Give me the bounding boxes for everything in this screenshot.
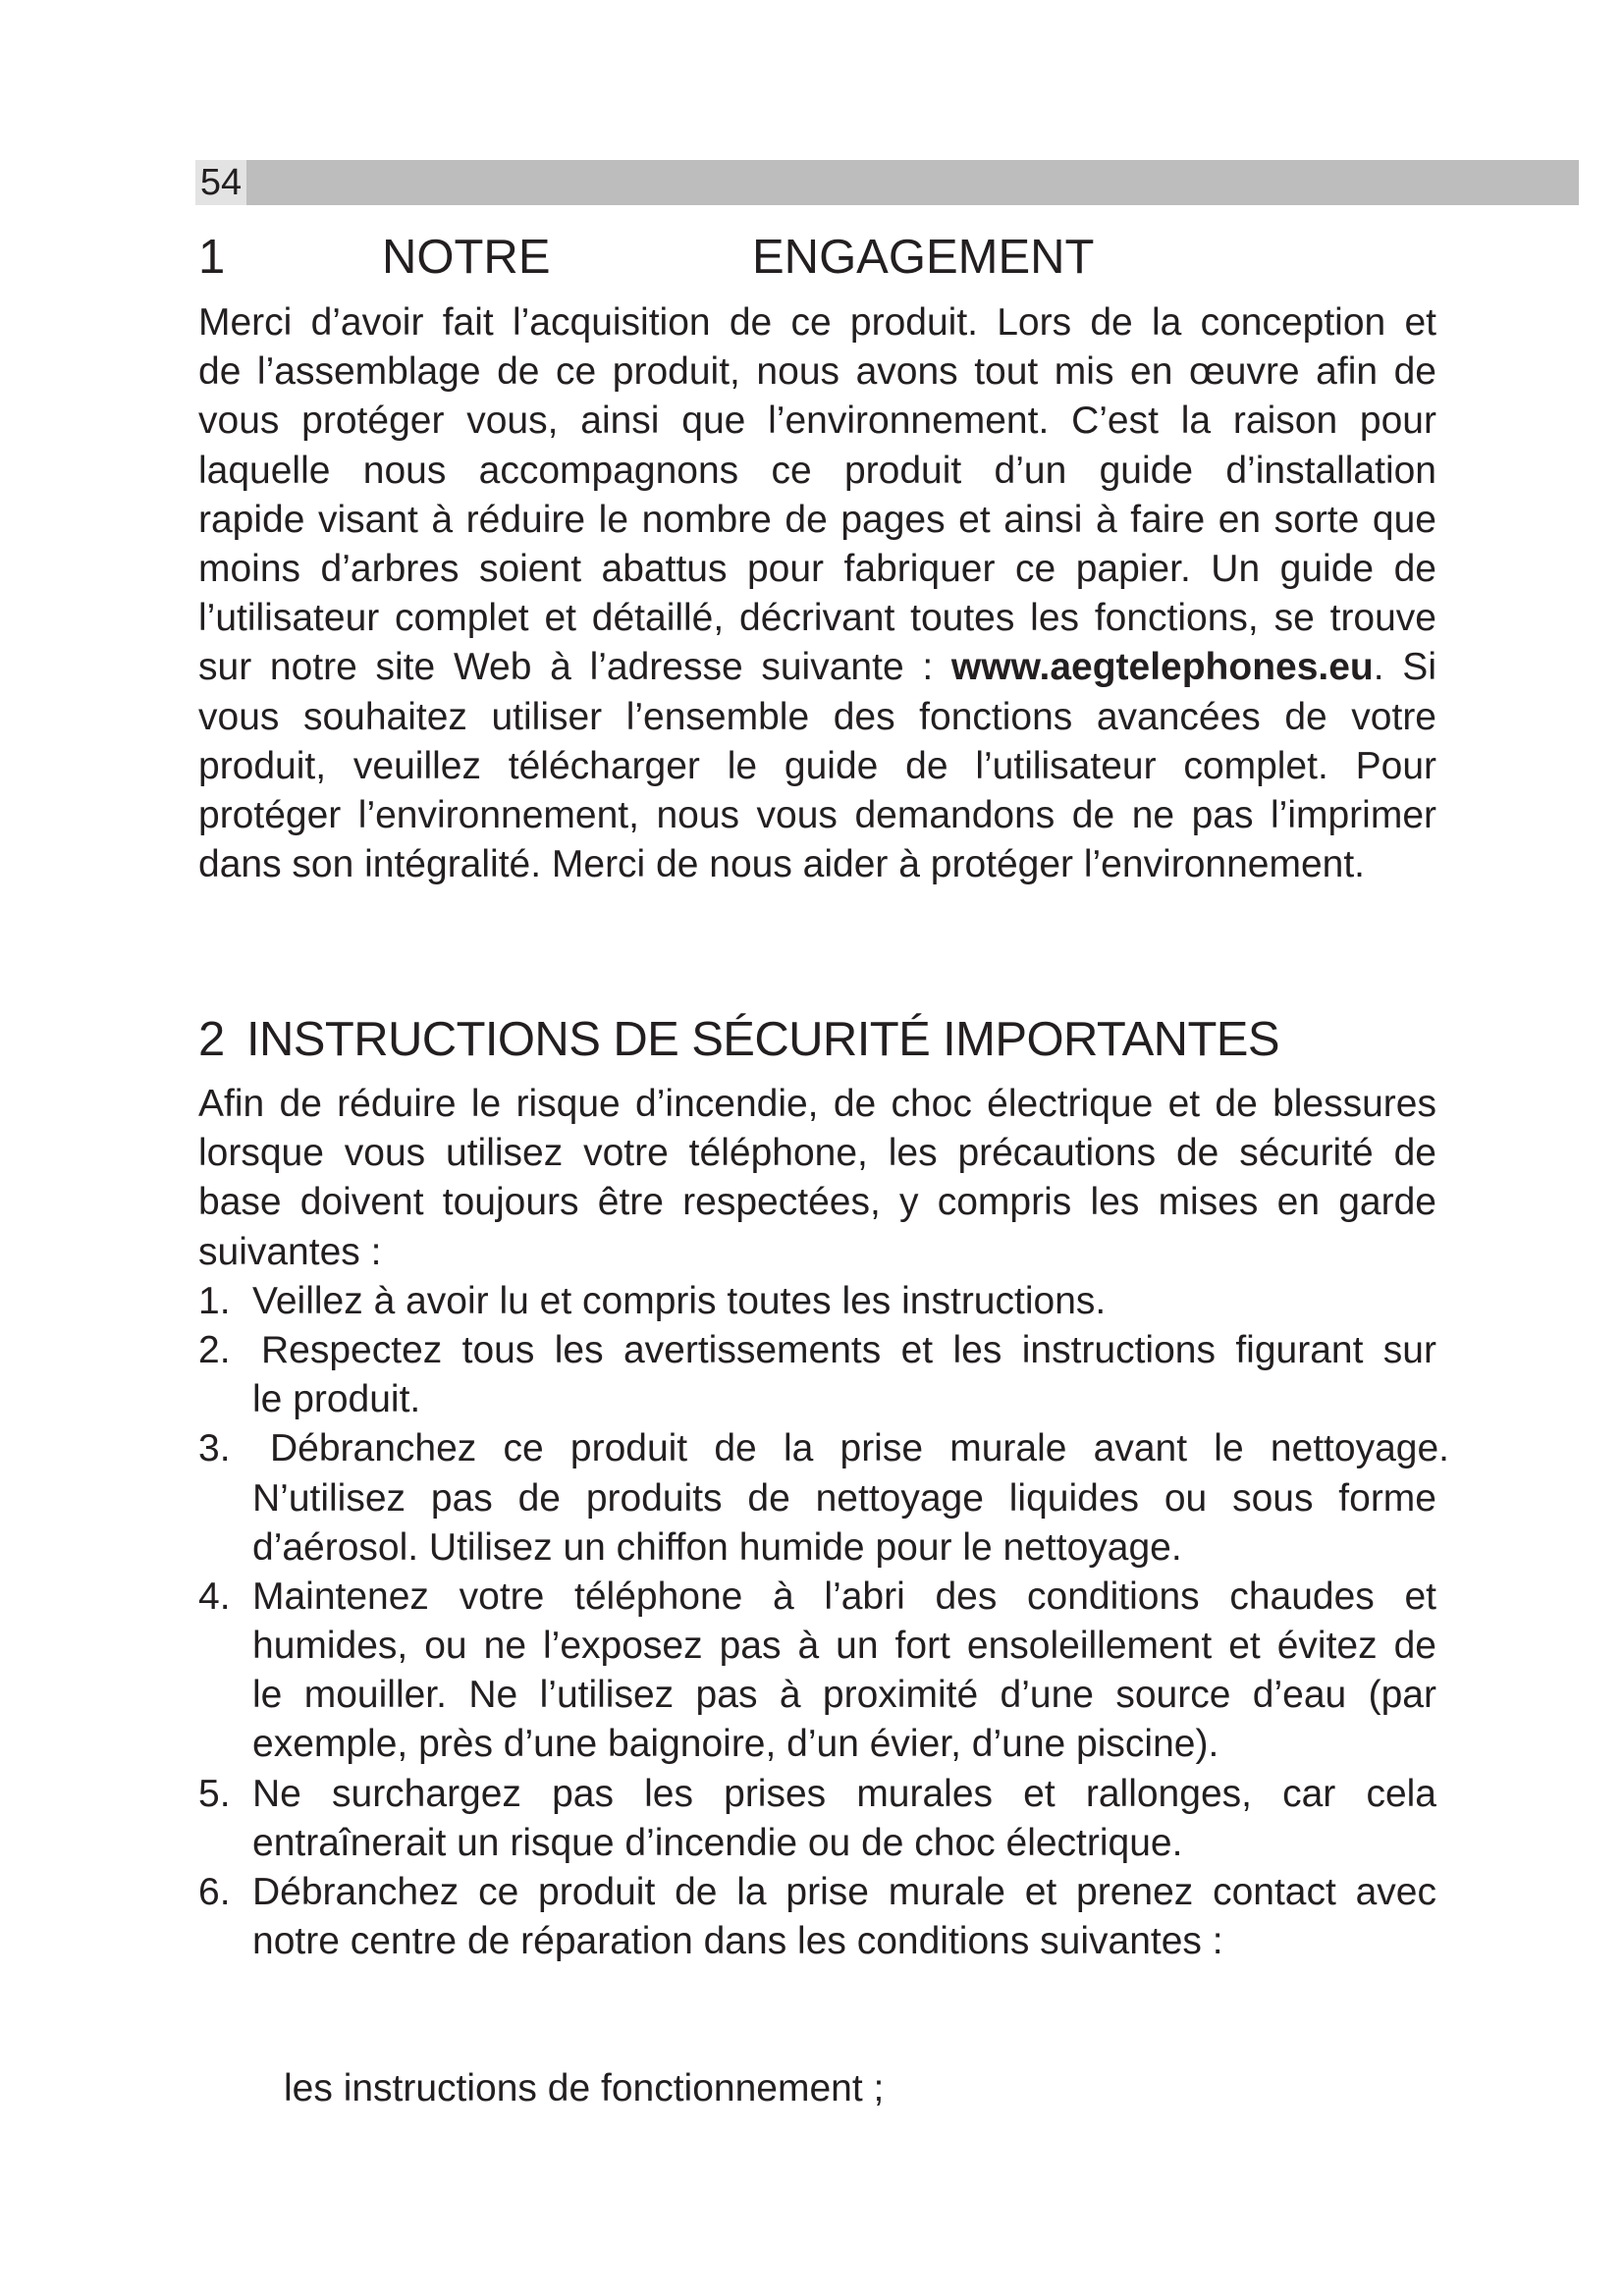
list-item-number: 5.: [198, 1772, 231, 1815]
paragraph-line: moins d’arbres soient abattus pour fabriquer ce papier. Un guide de: [198, 547, 1436, 590]
intro-line: Afin de réduire le risque d’incendie, de choc électrique et de blessures: [198, 1083, 1436, 1125]
list-item-number: 1.: [198, 1279, 231, 1322]
section-2-number: 2: [198, 1013, 226, 1066]
list-item-line: Débranchez ce produit de la prise murale et prenez contact avec: [252, 1871, 1436, 1913]
list-item-line: exemple, près d’une baignoire, d’un évier, d’une piscine).: [252, 1723, 1219, 1766]
section-2-heading: [0, 1010, 1624, 1069]
list-item-line: Maintenez votre téléphone à l’abri des conditions chaudes et: [252, 1575, 1436, 1618]
section-1-heading: [0, 228, 1624, 287]
list-item-line: humides, ou ne l’exposez pas à un fort ensoleillement et évitez de: [252, 1625, 1436, 1668]
paragraph-line: produit, veuillez télécharger le guide de l’utilisateur complet. Pour: [198, 744, 1436, 787]
header-bar: [246, 160, 1579, 205]
intro-line: lorsque vous utilisez votre téléphone, les précautions de sécurité de: [198, 1132, 1436, 1175]
paragraph-line: rapide visant à réduire le nombre de pages et ainsi à faire en sorte que: [198, 498, 1436, 541]
list-item-line: N’utilisez pas de produits de nettoyage liquides ou sous forme: [252, 1476, 1436, 1520]
list-item-line: notre centre de réparation dans les conditions suivantes :: [252, 1920, 1223, 1963]
list-item-number: 4.: [198, 1575, 231, 1618]
list-item-line: Ne surchargez pas les prises murales et rallonges, car cela: [252, 1772, 1436, 1815]
url-line-prefix: sur notre site Web à l’adresse suivante :: [198, 646, 951, 689]
list-item-number: 6.: [198, 1871, 231, 1913]
intro-line: base doivent toujours être respectées, y compris les mises en garde: [198, 1181, 1436, 1224]
list-item: [198, 1424, 1449, 1573]
list-item-text: [252, 1770, 1436, 1868]
list-item: [198, 1277, 1436, 1326]
paragraph-line: de l’assemblage de ce produit, nous avons tout mis en œuvre afin de: [198, 350, 1436, 394]
section-2-body: [198, 1080, 1449, 1966]
list-item: [198, 1326, 1436, 1424]
paragraph-line: vous protéger vous, ainsi que l’environnement. C’est la raison pour: [198, 400, 1436, 443]
paragraph-line: protéger l’environnement, nous vous demandons de ne pas l’imprimer: [198, 793, 1436, 836]
paragraph-line: dans son intégralité. Merci de nous aider à protéger l’environnement.: [198, 843, 1366, 886]
list-item: [198, 1770, 1436, 1868]
list-item-line: Respectez tous les avertissements et les instructions figurant sur: [261, 1328, 1436, 1371]
url-line-suffix: . Si: [1373, 646, 1436, 689]
list-item: [198, 1573, 1436, 1770]
intro-line: suivantes :: [198, 1230, 382, 1273]
list-item-text: [252, 1424, 1449, 1573]
section-1-paragraph: [198, 298, 1436, 889]
list-item-line: le mouiller. Ne l’utilisez pas à proximité d’une source d’eau (par: [252, 1674, 1436, 1717]
list-item: [198, 1868, 1436, 1966]
list-item-text: [252, 1573, 1436, 1770]
paragraph-line: Merci d’avoir fait l’acquisition de ce produit. Lors de la conception et: [198, 301, 1436, 344]
list-item-line: Débranchez ce produit de la prise murale avant le nettoyage.: [270, 1427, 1449, 1470]
list-item-text: [252, 1868, 1436, 1966]
paragraph-line: l’utilisateur complet et détaillé, décrivant toutes les fonctions, se trouve: [198, 597, 1436, 640]
list-item-text: [252, 1277, 1436, 1326]
list-item-line: entraînerait un risque d’incendie ou de choc électrique.: [252, 1821, 1183, 1864]
list-item-line: le produit.: [252, 1378, 421, 1421]
section-2-title: INSTRUCTIONS DE SÉCURITÉ IMPORTANTES: [246, 1013, 1279, 1066]
section-1-title-word: NOTRE: [382, 231, 551, 284]
list-item-text: [252, 1326, 1436, 1424]
paragraph-line: vous souhaitez utiliser l’ensemble des fonctions avancées de votre: [198, 695, 1436, 738]
list-item-number: 3.: [198, 1427, 231, 1470]
sub-item-line: les instructions de fonctionnement ;: [284, 2067, 885, 2109]
paragraph-line: laquelle nous accompagnons ce produit d’un guide d’installation: [198, 449, 1436, 492]
section-1-title-word: ENGAGEMENT: [752, 231, 1095, 284]
section-1-number: 1: [198, 231, 226, 284]
list-item-line: Veillez à avoir lu et compris toutes les instructions.: [252, 1279, 1107, 1322]
website-url: www.aegtelephones.eu: [950, 646, 1374, 689]
paragraph-line-with-url: [198, 643, 1436, 692]
list-item-number: 2.: [198, 1328, 231, 1371]
list-item-line: d’aérosol. Utilisez un chiffon humide pour le nettoyage.: [252, 1525, 1182, 1569]
page-number: 54: [195, 160, 246, 205]
